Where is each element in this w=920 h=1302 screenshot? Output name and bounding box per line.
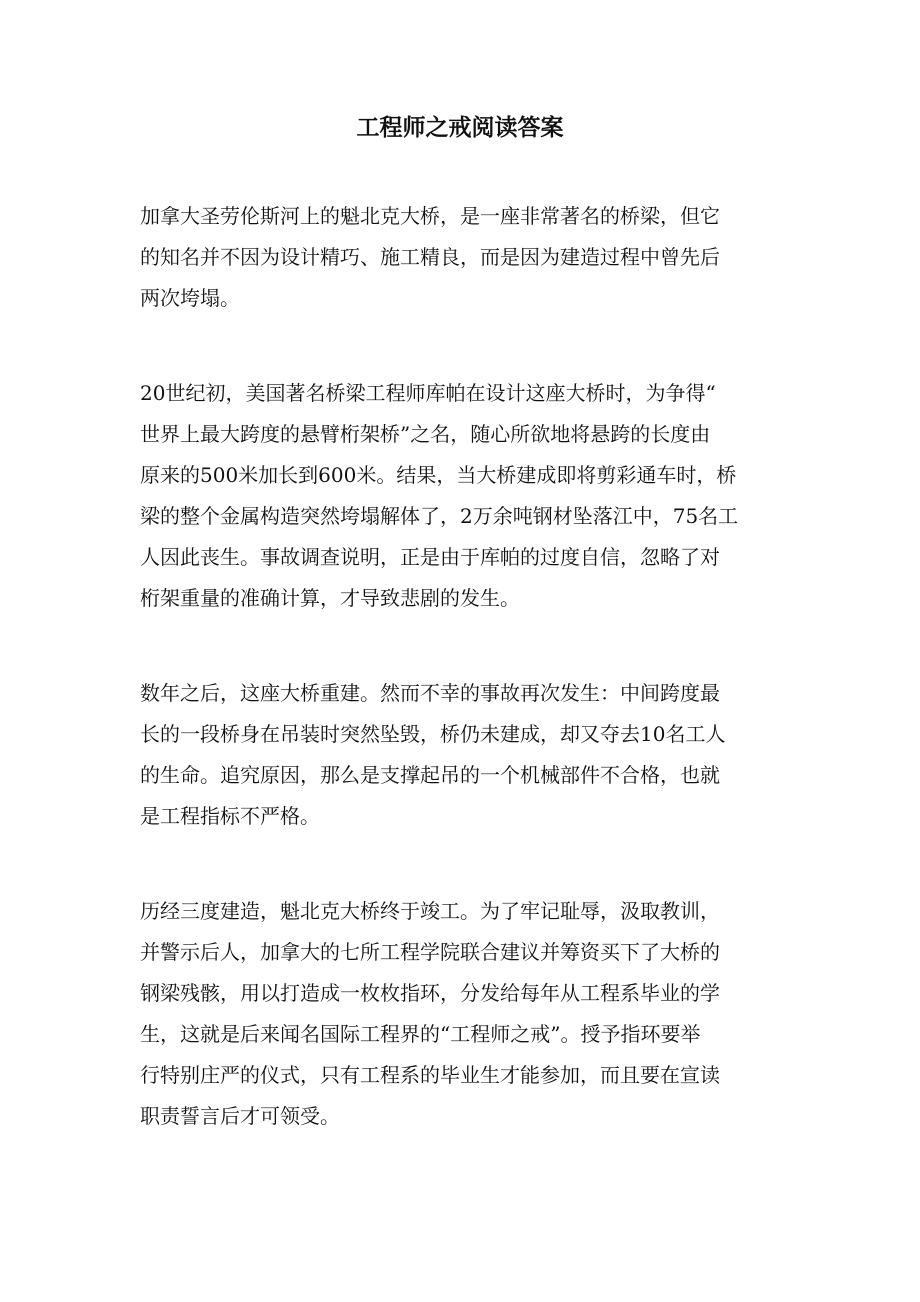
text-line: 长的一段桥身在吊装时突然坠毁，桥仍未建成，却又夺去10名工人 (140, 722, 726, 746)
text-line: 是工程指标不严格。 (140, 804, 320, 828)
text-line: 20世纪初，美国著名桥梁工程师库帕在设计这座大桥时，为争得“ (140, 381, 716, 405)
text-line: 生，这就是后来闻名国际工程界的“工程师之戒”。授予指环要举 (140, 1022, 701, 1046)
text-line: 桁架重量的准确计算，才导致悲剧的发生。 (140, 586, 520, 610)
text-line: 职责誓言后才可领受。 (140, 1104, 340, 1128)
text-line: 两次垮塌。 (140, 286, 240, 310)
text-line: 并警示后人，加拿大的七所工程学院联合建议并筹资买下了大桥的 (140, 940, 720, 964)
text-line: 原来的500米加长到600米。结果，当大桥建成即将剪彩通车时，桥 (140, 463, 737, 487)
paragraph-2 (140, 373, 780, 619)
paragraph-1 (140, 196, 780, 319)
document-title: 工程师之戒阅读答案 (356, 114, 564, 141)
text-line: 的知名并不因为设计精巧、施工精良，而是因为建造过程中曾先后 (140, 245, 720, 269)
text-line: 钢梁残骸，用以打造成一枚枚指环，分发给每年从工程系毕业的学 (140, 981, 720, 1005)
text-line: 人因此丧生。事故调查说明，正是由于库帕的过度自信，忽略了对 (140, 545, 720, 569)
text-line: 的生命。追究原因，那么是支撑起吊的一个机械部件不合格，也就 (140, 763, 720, 787)
text-line: 世界上最大跨度的悬臂桁架桥”之名，随心所欲地将悬跨的长度由 (140, 422, 711, 446)
text-line: 数年之后，这座大桥重建。然而不幸的事故再次发生：中间跨度最 (140, 681, 720, 705)
document-body (140, 196, 780, 1191)
paragraph-3 (140, 673, 780, 837)
text-line: 梁的整个金属构造突然垮塌解体了，2万余吨钢材坠落江中，75名工 (140, 504, 739, 528)
paragraph-4 (140, 891, 780, 1137)
text-line: 行特别庄严的仪式，只有工程系的毕业生才能参加，而且要在宣读 (140, 1063, 720, 1087)
text-line: 加拿大圣劳伦斯河上的魁北克大桥，是一座非常著名的桥梁，但它 (140, 204, 720, 228)
text-line: 历经三度建造，魁北克大桥终于竣工。为了牢记耻辱，汲取教训， (140, 899, 720, 923)
